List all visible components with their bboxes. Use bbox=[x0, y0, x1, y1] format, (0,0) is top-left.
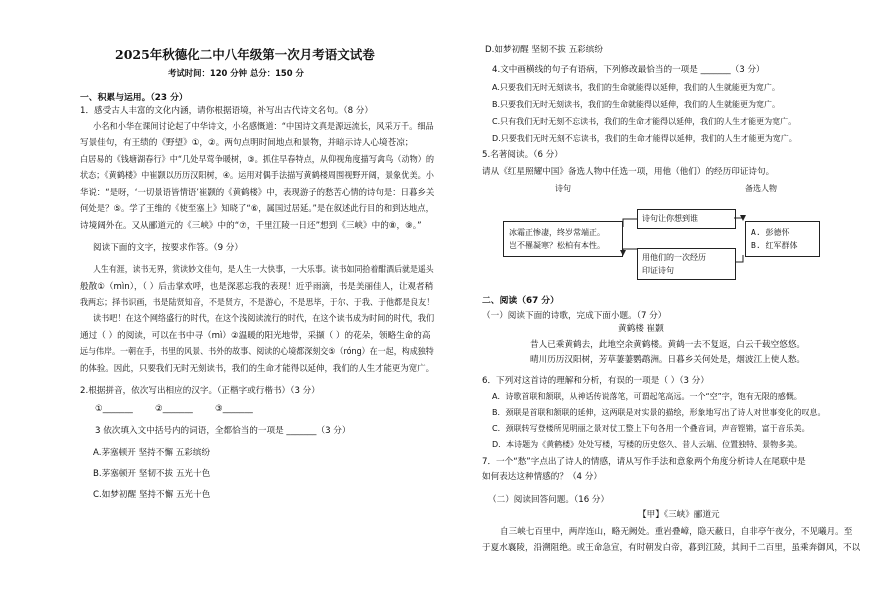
poem-line-1: 昔人已乘黄鹤去，此地空余黄鹤楼。黄鹤一去不复返，白云千载空悠悠。 bbox=[530, 340, 806, 350]
answer-blank-3[interactable]: ③_______ bbox=[215, 404, 253, 414]
answer-blank-2[interactable]: ②_______ bbox=[155, 404, 193, 414]
option-4d[interactable]: D.只要我们无时无刻不忘读书，我们的生命才能得以延伸，我们的人生才能更为宽广。 bbox=[492, 134, 797, 143]
question-7-line-2: 如何表达这种情感的？（4 分） bbox=[482, 472, 602, 482]
passage-line: 写景佳句，有王绩的《野望》①，②。两句点明时间地点和景物，并暗示诗人心境苍凉； bbox=[80, 138, 414, 148]
option-6d[interactable]: D．本诗题为《黄鹤楼》处处写楼，写楼的历史悠久、昔人云端、位置独特、景物多美。 bbox=[492, 440, 803, 449]
text-jia-line: 于夏水襄陵，沿溯阻绝。或王命急宣，有时朝发白帝，暮到江陵，其间千二百里，虽乘奔御风，不以 bbox=[482, 543, 861, 553]
arrow-to-poem bbox=[623, 249, 637, 255]
prompt-bottom-text: 印证诗句 bbox=[642, 266, 674, 275]
question-5-prompt: 请从《红星照耀中国》备选人物中任选一项，用他（他们）的经历印证诗句。 bbox=[482, 167, 775, 177]
poem-line-2: 晴川历历汉阳树，芳草萋萋鹦鹉洲。日暮乡关何处是，烟波江上使人愁。 bbox=[530, 355, 806, 365]
poem-box bbox=[503, 221, 623, 257]
option-4a[interactable]: A.只要我们无时无刻读书，我们的生命就能得以延伸，我们的人生就能更为宽广。 bbox=[492, 83, 780, 92]
passage-line: 读书吧！在这个网络盛行的时代，在这个浅阅读流行的时代，在这个读书成为时间的时代，我们 bbox=[93, 314, 435, 324]
subsection-1-heading: （一）阅读下面的诗歌，完成下面小题。（7 分） bbox=[482, 311, 667, 321]
option-d[interactable]: D.如梦初醒 坚韧不拔 五彩缤纷 bbox=[485, 45, 603, 55]
option-b[interactable]: B.茅塞顿开 坚韧不拔 五光十色 bbox=[93, 469, 211, 479]
people-box bbox=[745, 221, 820, 257]
reading-instruction: 阅读下面的文字，按要求作答。（9 分） bbox=[93, 243, 243, 253]
person-option[interactable]: B. 红军群体 bbox=[751, 241, 798, 250]
question-2: 2.根据拼音，依次写出相应的汉字。（正楷字或行楷书）（3 分） bbox=[80, 386, 320, 396]
passage-line: 我两忘；择书识画，书是陆贤知音，不是贤方，不是游心，不是思毕，于尔、于我、于他都是良友！ bbox=[80, 298, 435, 308]
passage-line: 华说：“是呀，‘一切景语皆情语’崔颢的《黄鹤楼》中，表现游子的愁苦心情的诗句是：日暮乡关 bbox=[80, 188, 435, 198]
section-1-heading: 一、积累与运用。（23 分） bbox=[80, 93, 188, 103]
diagram-people-label: 备选人物 bbox=[745, 184, 777, 193]
passage-line: 远与伟岸。一朝在手，书里的风景、书外的故事、阅读的心境都深刻交⑤（róng）在一起，构成独特 bbox=[80, 347, 434, 357]
subsection-2-heading: （二）阅读回答问题。（16 分） bbox=[488, 495, 610, 505]
arrow-to-prompt-top bbox=[623, 219, 637, 227]
passage-line: 的体验。因此，只要我们无时无刻读书，我们的生命才能得以延伸，我们的人生才能更为宽广。 bbox=[80, 364, 435, 374]
text-jia-line: 自三峡七百里中，两岸连山，略无阙处。重岩叠嶂，隐天蔽日，自非亭午夜分，不见曦月。至 bbox=[500, 527, 853, 537]
arrow-from-people bbox=[736, 255, 743, 262]
person-option[interactable]: A. 彭德怀 bbox=[751, 228, 790, 237]
option-4b[interactable]: B.只要我们无时无刻读书，我们的生命就能得以延伸，我们的人生就能更为宽广。 bbox=[492, 100, 781, 109]
text-jia-title: 【甲】《三峡》郦道元 bbox=[638, 510, 720, 520]
question-5: 5.名著阅读。（6 分） bbox=[482, 150, 563, 160]
passage-line: 人生有涯，读书无界，赏读妙文佳句，是人生一大快事，一大乐事。读书如同拾着酣酒后就是遥头 bbox=[93, 265, 434, 275]
passage-line: 小名和小华在课间讨论起了中华诗文，小名感慨道：“中国诗文真是源远流长，风采万千。细品 bbox=[93, 122, 434, 132]
option-6b[interactable]: B．颈联是首联和颔联的延伸，这两联是对实景的描绘，形象地写出了诗人对世事变化的叹息。 bbox=[492, 408, 826, 417]
diagram-arrows bbox=[620, 205, 750, 275]
passage-line: 诗境阔外在。又从郦道元的《三峡》中的“⑦，千里江陵一日还”想到《三峡》中的⑧，⑨。” bbox=[80, 221, 422, 231]
answer-blank-1[interactable]: ①_______ bbox=[95, 404, 133, 414]
right-column bbox=[440, 0, 870, 603]
diagram-poem-label: 诗句 bbox=[555, 184, 571, 193]
question-4: 4.文中画横线的句子有语病，下列修改最恰当的一项是 _______（3 分） bbox=[492, 65, 765, 75]
page-title: 2025年秋德化二中八年级第一次月考语文试卷 bbox=[115, 47, 375, 62]
prompt-bottom-text: 用他们的一次经历 bbox=[642, 253, 706, 262]
exam-time-score: 考试时间：120 分钟 总分：150 分 bbox=[168, 68, 304, 78]
section-2-heading: 二、阅读（67 分） bbox=[482, 296, 559, 306]
passage-line: 白居易的《钱塘湖春行》中“几处早莺争暖树，③。抓住早春特点，从仰视角度描写禽鸟（动物）的 bbox=[80, 155, 435, 165]
passage-line: 状态；《黄鹤楼》中崔颢以历历汉阳树，④。运用对偶手法描写黄鹤楼周围视野开阔，景象优美。小 bbox=[80, 171, 434, 181]
question-6: 6．下列对这首诗的理解和分析，有误的一项是（ ）（3 分） bbox=[482, 376, 709, 386]
passage-line: 通过（ ）的阅读，可以在书中寻（mì）②温暖的阳光地带，采撷（ ）的花朵，领略生命的高 bbox=[80, 331, 431, 341]
poem-title: 黄鹤楼 崔颢 bbox=[618, 324, 664, 334]
question-3: 3 依次填入文中括号内的词语，全都恰当的一项是 _______（3 分） bbox=[95, 426, 351, 436]
passage-line: 般散①（mìn），（ ）后击掌欢呼，也是深恶忘我的表现！近乎雨滴，书是美丽佳人，让观者稍 bbox=[80, 282, 434, 292]
poem-line: 岂不罹凝寒？松柏有本性。 bbox=[509, 241, 605, 250]
option-4c[interactable]: C.只有我们无时无刻不忘读书，我们的生命才能得以延伸，我们的人生才能更为宽广。 bbox=[492, 117, 797, 126]
question-7-line-1: 7．一个“愁”字点出了诗人的情感，请从写作手法和意象两个角度分析诗人在尾联中是 bbox=[482, 457, 806, 467]
poem-line: 冰霜正惨凄，终岁常端正。 bbox=[509, 228, 605, 237]
prompt-top-text: 诗句让你想到谁 bbox=[642, 214, 698, 223]
arrow-to-people bbox=[734, 218, 743, 220]
option-6c[interactable]: C．颈联转写登楼所见明丽之景对仗工整上下句各用一个叠音词，声音铿锵，富于音乐美。 bbox=[492, 424, 810, 433]
option-a[interactable]: A.茅塞顿开 坚持不懈 五彩缤纷 bbox=[93, 448, 211, 458]
passage-line: 何处是？⑤。学了王维的《使至塞上》知晓了“⑥，属国过居延。”是在叙述此行目的和到达地点， bbox=[80, 204, 434, 214]
option-6a[interactable]: A．诗歌首联和颔联，从神话传说落笔，可谓起笔高远。一个“空”字，饱有无限的感慨。 bbox=[492, 392, 802, 401]
option-c[interactable]: C.如梦初醒 坚持不懈 五光十色 bbox=[93, 490, 211, 500]
question-1: 1．感受古人丰富的文化内涵，请你根据语境，补写出古代诗文名句。（8 分） bbox=[80, 106, 373, 116]
